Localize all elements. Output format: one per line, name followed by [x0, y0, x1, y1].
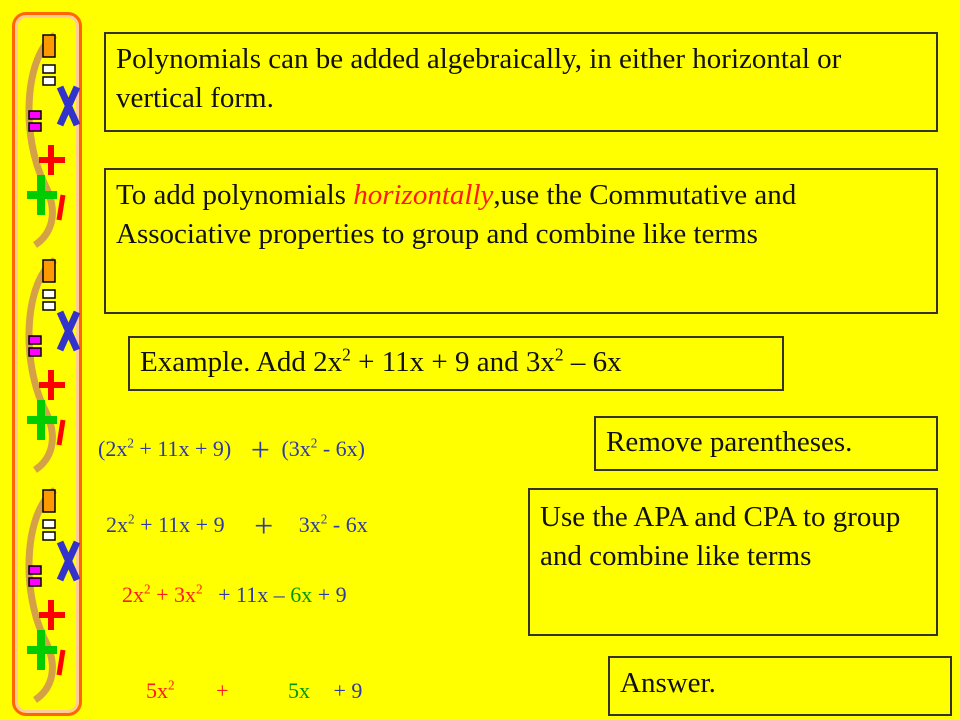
example-box	[128, 336, 784, 391]
step-1-term-c: (3x	[281, 436, 311, 462]
step-4-term-1: 5x	[146, 678, 168, 703]
step-3-term-1: 2x	[122, 582, 144, 607]
step-2-exp-a: 2	[128, 511, 135, 527]
step-1-term-b: + 11x + 9)	[133, 436, 232, 462]
step-3-term-4: 6x	[284, 582, 313, 607]
intro-box	[104, 32, 938, 132]
step-4-term-2: 5x	[288, 678, 311, 703]
method-suffix: ,use the Commutative and Associative properties to group and combine like terms	[116, 179, 797, 251]
apa-cpa-note	[528, 488, 938, 636]
intro-text: Polynomials can be added algebraically, in either horizontal or vertical form.	[116, 43, 842, 115]
step-3-exp-1: 2	[144, 581, 151, 597]
step-4-plus: +	[216, 678, 229, 703]
answer-text: Answer.	[620, 667, 716, 699]
step-1-term-a: (2x	[98, 436, 128, 462]
step-2-term-a: 2x	[106, 512, 128, 538]
step-4-term-3: + 9	[333, 678, 363, 703]
step-2-plus: +	[254, 508, 274, 545]
step-3-expression	[122, 582, 347, 608]
remove-parentheses-text: Remove parentheses.	[606, 426, 853, 458]
step-3-exp-2: 2	[196, 581, 203, 597]
remove-parentheses-note	[594, 416, 938, 471]
step-1-exp-a: 2	[127, 435, 134, 451]
step-1-term-d: - 6x)	[317, 436, 366, 462]
example-exponent-1: 2	[342, 344, 351, 365]
step-2-exp-c: 2	[320, 511, 328, 527]
step-1-expression	[98, 432, 365, 470]
answer-note	[608, 656, 952, 716]
step-3-term-2: + 3x	[150, 582, 197, 607]
step-3-term-5: + 9	[312, 582, 347, 607]
example-mid: + 11x + 9 and 3x	[350, 346, 555, 378]
math-symbols-decoration-icon	[12, 12, 82, 716]
step-1-exp-c: 2	[310, 435, 318, 451]
example-lead: Example. Add 2x	[140, 346, 343, 378]
method-prefix: To add polynomials	[116, 179, 354, 211]
apa-cpa-text: Use the APA and CPA to group and combine like terms	[540, 501, 901, 573]
step-3-term-3: + 11x –	[218, 582, 285, 607]
step-4-answer-expression	[146, 678, 362, 704]
step-2-term-c: 3x	[298, 512, 321, 538]
example-exponent-2: 2	[554, 344, 564, 365]
step-2-term-b: + 11x + 9	[134, 512, 225, 538]
horizontal-method-box	[104, 168, 938, 314]
example-tail: – 6x	[563, 346, 622, 378]
step-4-exp-1: 2	[168, 677, 175, 693]
step-2-expression	[106, 508, 368, 546]
step-1-plus: +	[250, 432, 270, 469]
method-emphasis: horizontally	[353, 179, 494, 211]
step-2-term-d: - 6x	[327, 512, 368, 538]
